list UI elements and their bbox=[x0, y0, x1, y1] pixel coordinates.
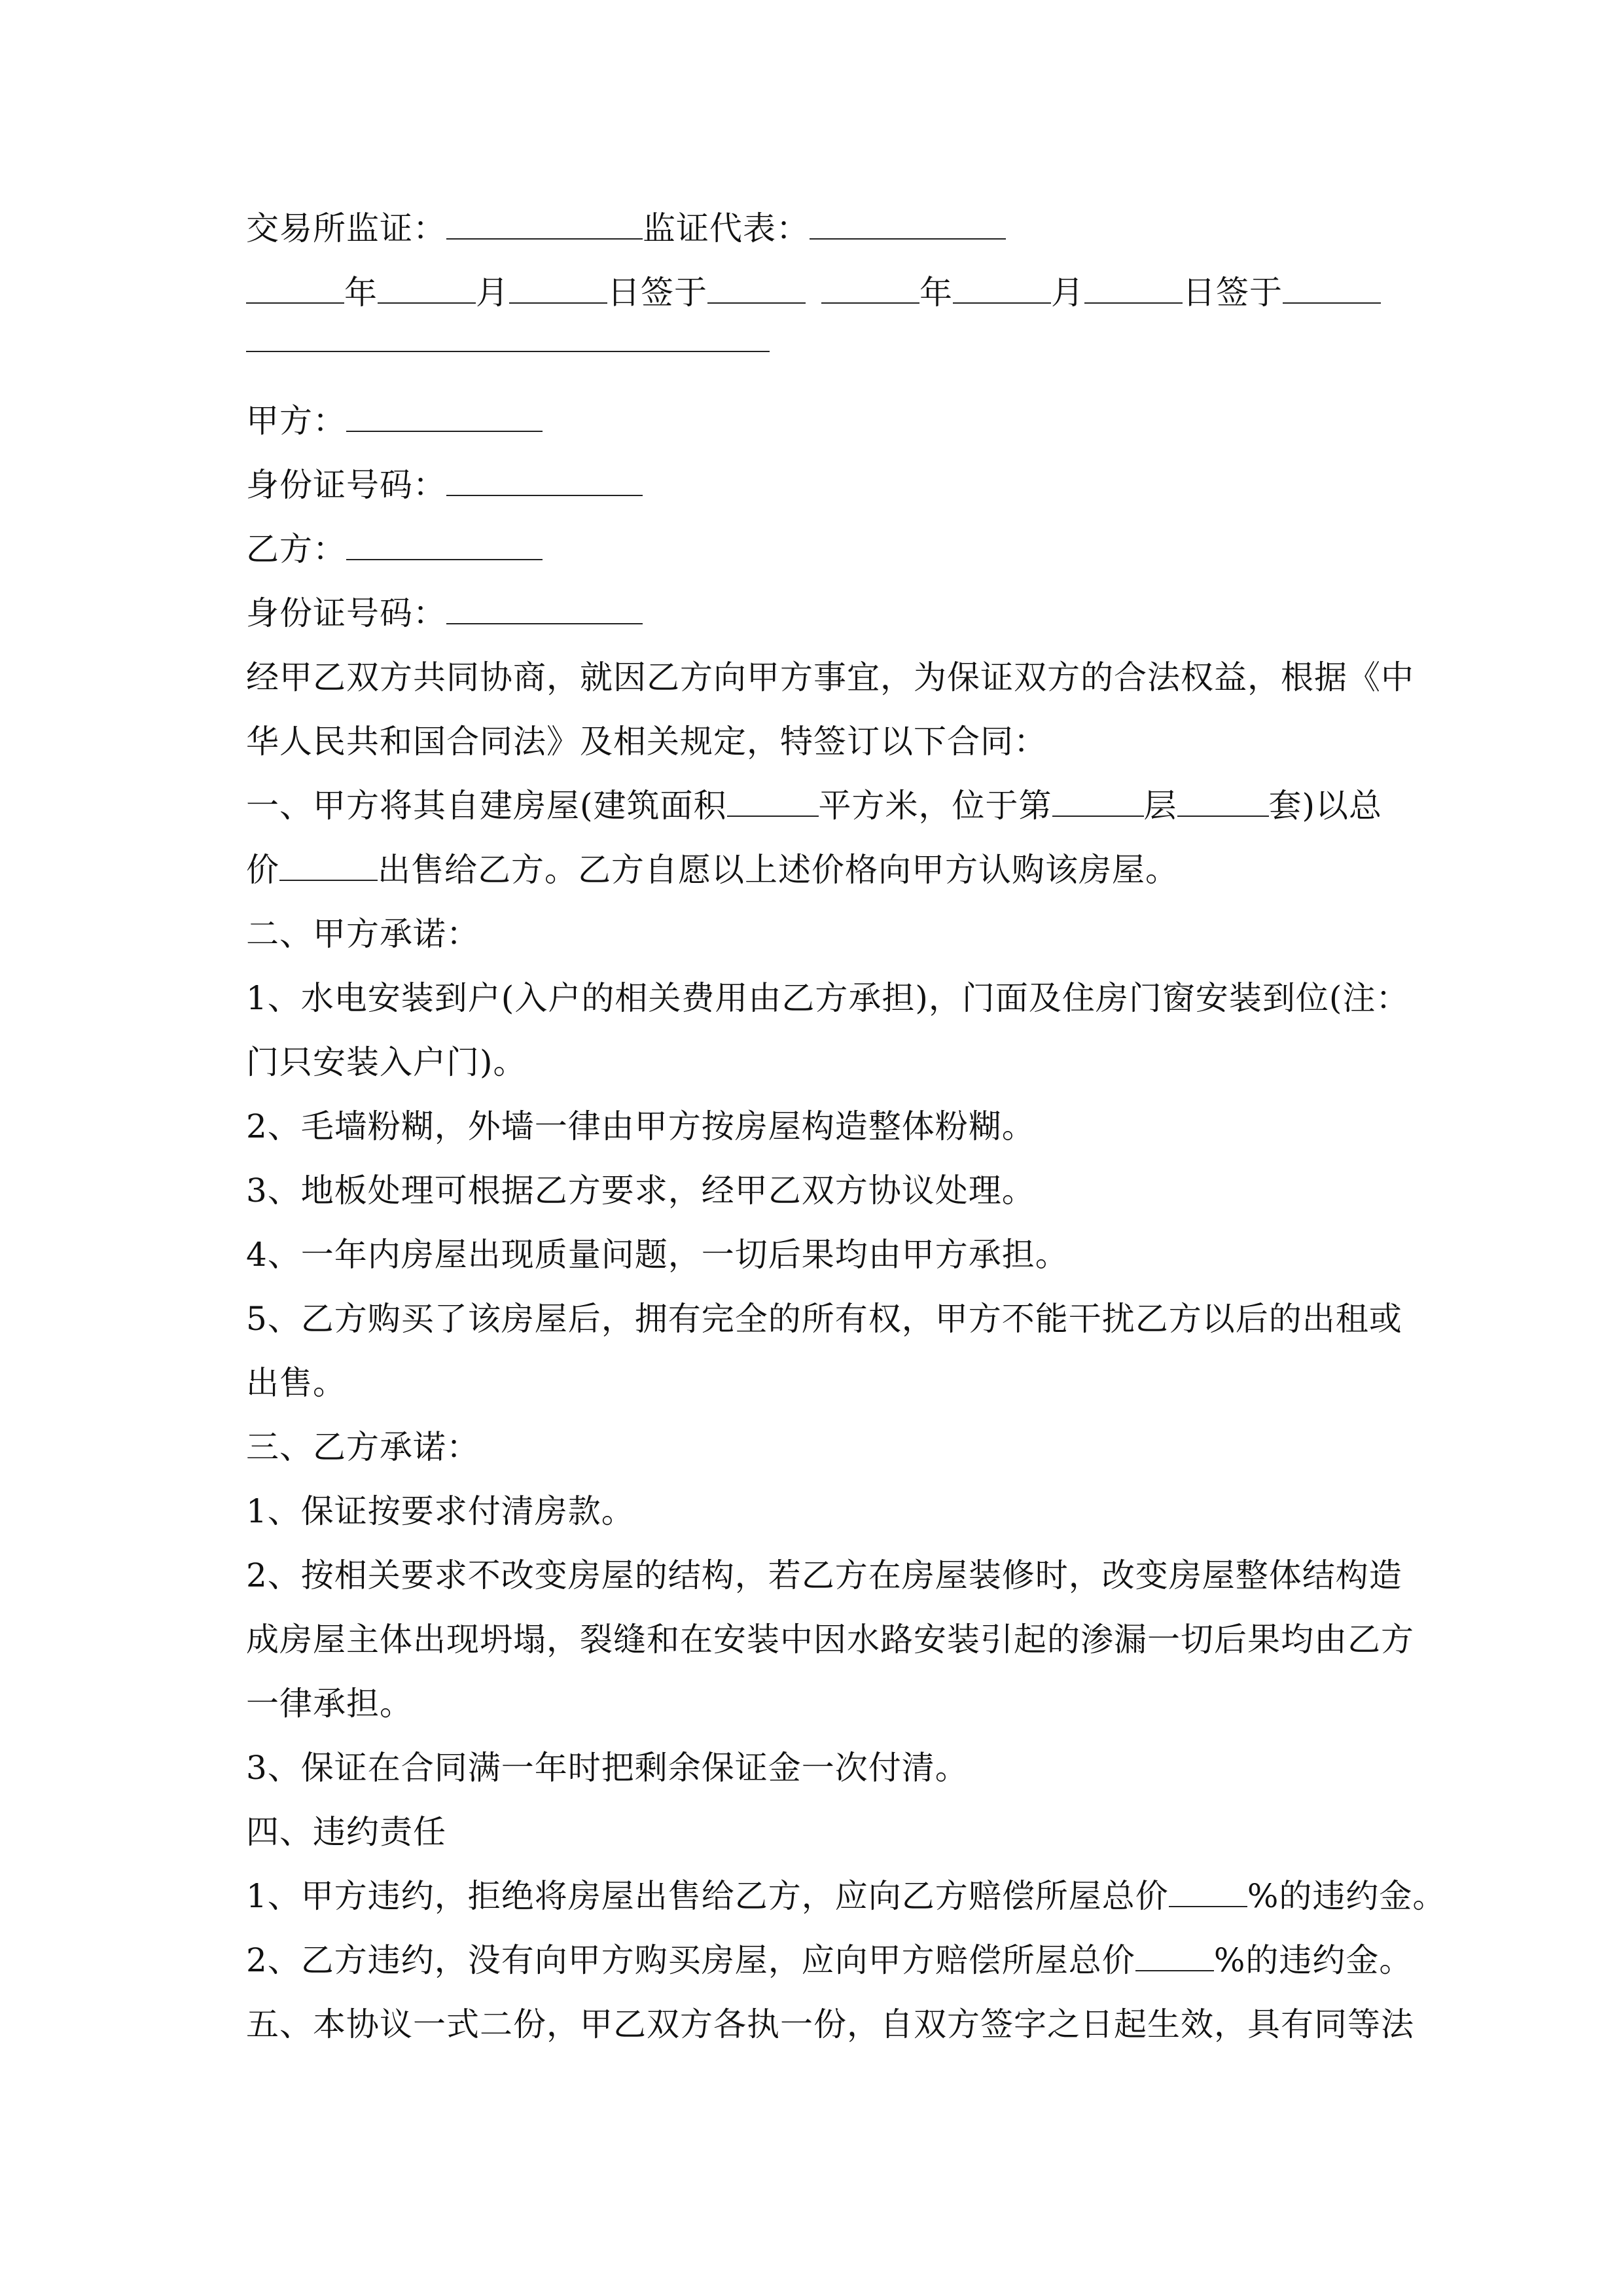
place-continuation-rule[interactable] bbox=[246, 318, 770, 352]
party-a-label: 甲方： bbox=[246, 402, 346, 440]
exchange-monitor-blank[interactable] bbox=[446, 212, 643, 240]
clause-1-line-1 bbox=[246, 774, 1398, 838]
clause-1-text-d: 套)以总 bbox=[1268, 787, 1383, 825]
party-b-blank[interactable] bbox=[346, 533, 543, 560]
section-5-line-1: 五、本协议一式二份，甲乙双方各执一份，自双方签字之日起生效，具有同等法 bbox=[246, 2005, 1414, 2043]
section-4-item-2 bbox=[246, 1928, 1413, 1992]
month-label-b: 月 bbox=[1051, 274, 1084, 312]
party-b-line bbox=[246, 517, 1398, 581]
total-price-blank[interactable] bbox=[279, 853, 378, 881]
intro-line-2: 华人民共和国合同法》及相关规定，特签订以下合同： bbox=[246, 723, 1047, 761]
day-blank-a[interactable] bbox=[509, 276, 607, 304]
party-b-label: 乙方： bbox=[246, 530, 346, 568]
party-b-id-label: 身份证号码： bbox=[246, 594, 446, 632]
section-4-item-1-text: 1、甲方违约，拒绝将房屋出售给乙方，应向乙方赔偿所屋总价 bbox=[246, 1877, 1169, 1915]
day-blank-b[interactable] bbox=[1084, 276, 1183, 304]
month-label-a: 月 bbox=[476, 274, 509, 312]
monitor-rep-blank[interactable] bbox=[810, 212, 1006, 240]
section-3-item-2-line-3: 一律承担。 bbox=[246, 1685, 413, 1723]
party-a-id-label: 身份证号码： bbox=[246, 466, 446, 504]
section-3-title: 三、乙方承诺： bbox=[246, 1428, 480, 1466]
date-sign-line bbox=[246, 260, 1398, 325]
party-b-id-blank[interactable] bbox=[446, 597, 643, 624]
monitor-rep-label: 监证代表： bbox=[643, 209, 810, 247]
section-2-item-3: 3、地板处理可根据乙方要求，经甲乙双方协议处理。 bbox=[246, 1172, 1035, 1210]
year-blank-a[interactable] bbox=[246, 276, 344, 304]
party-b-penalty-percent-blank[interactable] bbox=[1135, 1944, 1214, 1971]
floor-blank[interactable] bbox=[1052, 789, 1144, 817]
unit-blank[interactable] bbox=[1177, 789, 1269, 817]
section-2-item-1-line-2: 门只安装入户门)。 bbox=[246, 1043, 527, 1081]
section-4-item-2-text: 2、乙方违约，没有向甲方购买房屋，应向甲方赔偿所屋总价 bbox=[246, 1941, 1135, 1979]
section-2-item-1-line-1: 1、水电安装到户(入户的相关费用由乙方承担)，门面及住房门窗安装到位(注： bbox=[246, 979, 1410, 1017]
area-blank[interactable] bbox=[727, 789, 819, 817]
section-3-item-2-line-1: 2、按相关要求不改变房屋的结构，若乙方在房屋装修时，改变房屋整体结构造 bbox=[246, 1556, 1402, 1594]
section-4-item-1-suffix: %的违约金。 bbox=[1247, 1877, 1446, 1915]
section-3-item-2-line-2: 成房屋主体出现坍塌，裂缝和在安装中因水路安装引起的渗漏一切后果均由乙方 bbox=[246, 1621, 1414, 1659]
section-3-item-3: 3、保证在合同满一年时把剩余保证金一次付清。 bbox=[246, 1749, 969, 1787]
party-a-blank[interactable] bbox=[346, 404, 543, 432]
year-label-a: 年 bbox=[344, 274, 378, 312]
place-blank-b[interactable] bbox=[1283, 276, 1381, 304]
party-a-line bbox=[246, 389, 1398, 453]
clause-1-text-c: 层 bbox=[1143, 787, 1177, 825]
date-continuation-line bbox=[246, 325, 1398, 389]
clause-1-line-2 bbox=[246, 838, 1398, 902]
day-signed-label-b: 日签于 bbox=[1183, 274, 1283, 312]
contract-body bbox=[246, 196, 1446, 2056]
clause-1-text-e: 价 bbox=[246, 851, 279, 889]
intro-line-1: 经甲乙双方共同协商，就因乙方向甲方事宜，为保证双方的合法权益，根据《中 bbox=[246, 658, 1414, 696]
section-3-item-1: 1、保证按要求付清房款。 bbox=[246, 1492, 635, 1530]
section-2-item-2: 2、毛墙粉糊，外墙一律由甲方按房屋构造整体粉糊。 bbox=[246, 1107, 1035, 1145]
clause-1-text-b: 平方米，位于第 bbox=[818, 787, 1052, 825]
year-label-b: 年 bbox=[919, 274, 953, 312]
monitor-line bbox=[246, 196, 1398, 260]
section-4-title: 四、违约责任 bbox=[246, 1813, 446, 1851]
exchange-monitor-label: 交易所监证： bbox=[246, 209, 446, 247]
month-blank-a[interactable] bbox=[378, 276, 476, 304]
party-a-penalty-percent-blank[interactable] bbox=[1169, 1880, 1247, 1907]
year-blank-b[interactable] bbox=[821, 276, 919, 304]
section-4-item-1 bbox=[246, 1864, 1446, 1928]
party-b-id-line bbox=[246, 581, 1398, 645]
month-blank-b[interactable] bbox=[953, 276, 1051, 304]
clause-1-text-f: 出售给乙方。乙方自愿以上述价格向甲方认购该房屋。 bbox=[378, 851, 1179, 889]
day-signed-label-a: 日签于 bbox=[607, 274, 707, 312]
section-2-item-4: 4、一年内房屋出现质量问题，一切后果均由甲方承担。 bbox=[246, 1236, 1069, 1274]
party-a-id-line bbox=[246, 453, 1398, 517]
clause-1-text-a: 一、甲方将其自建房屋(建筑面积 bbox=[246, 787, 727, 825]
section-2-item-5-line-2: 出售。 bbox=[246, 1364, 346, 1402]
section-4-item-2-suffix: %的违约金。 bbox=[1213, 1941, 1413, 1979]
place-blank-a[interactable] bbox=[707, 276, 806, 304]
section-2-item-5-line-1: 5、乙方购买了该房屋后，拥有完全的所有权，甲方不能干扰乙方以后的出租或 bbox=[246, 1300, 1402, 1338]
party-a-id-blank[interactable] bbox=[446, 469, 643, 496]
section-2-title: 二、甲方承诺： bbox=[246, 915, 480, 953]
